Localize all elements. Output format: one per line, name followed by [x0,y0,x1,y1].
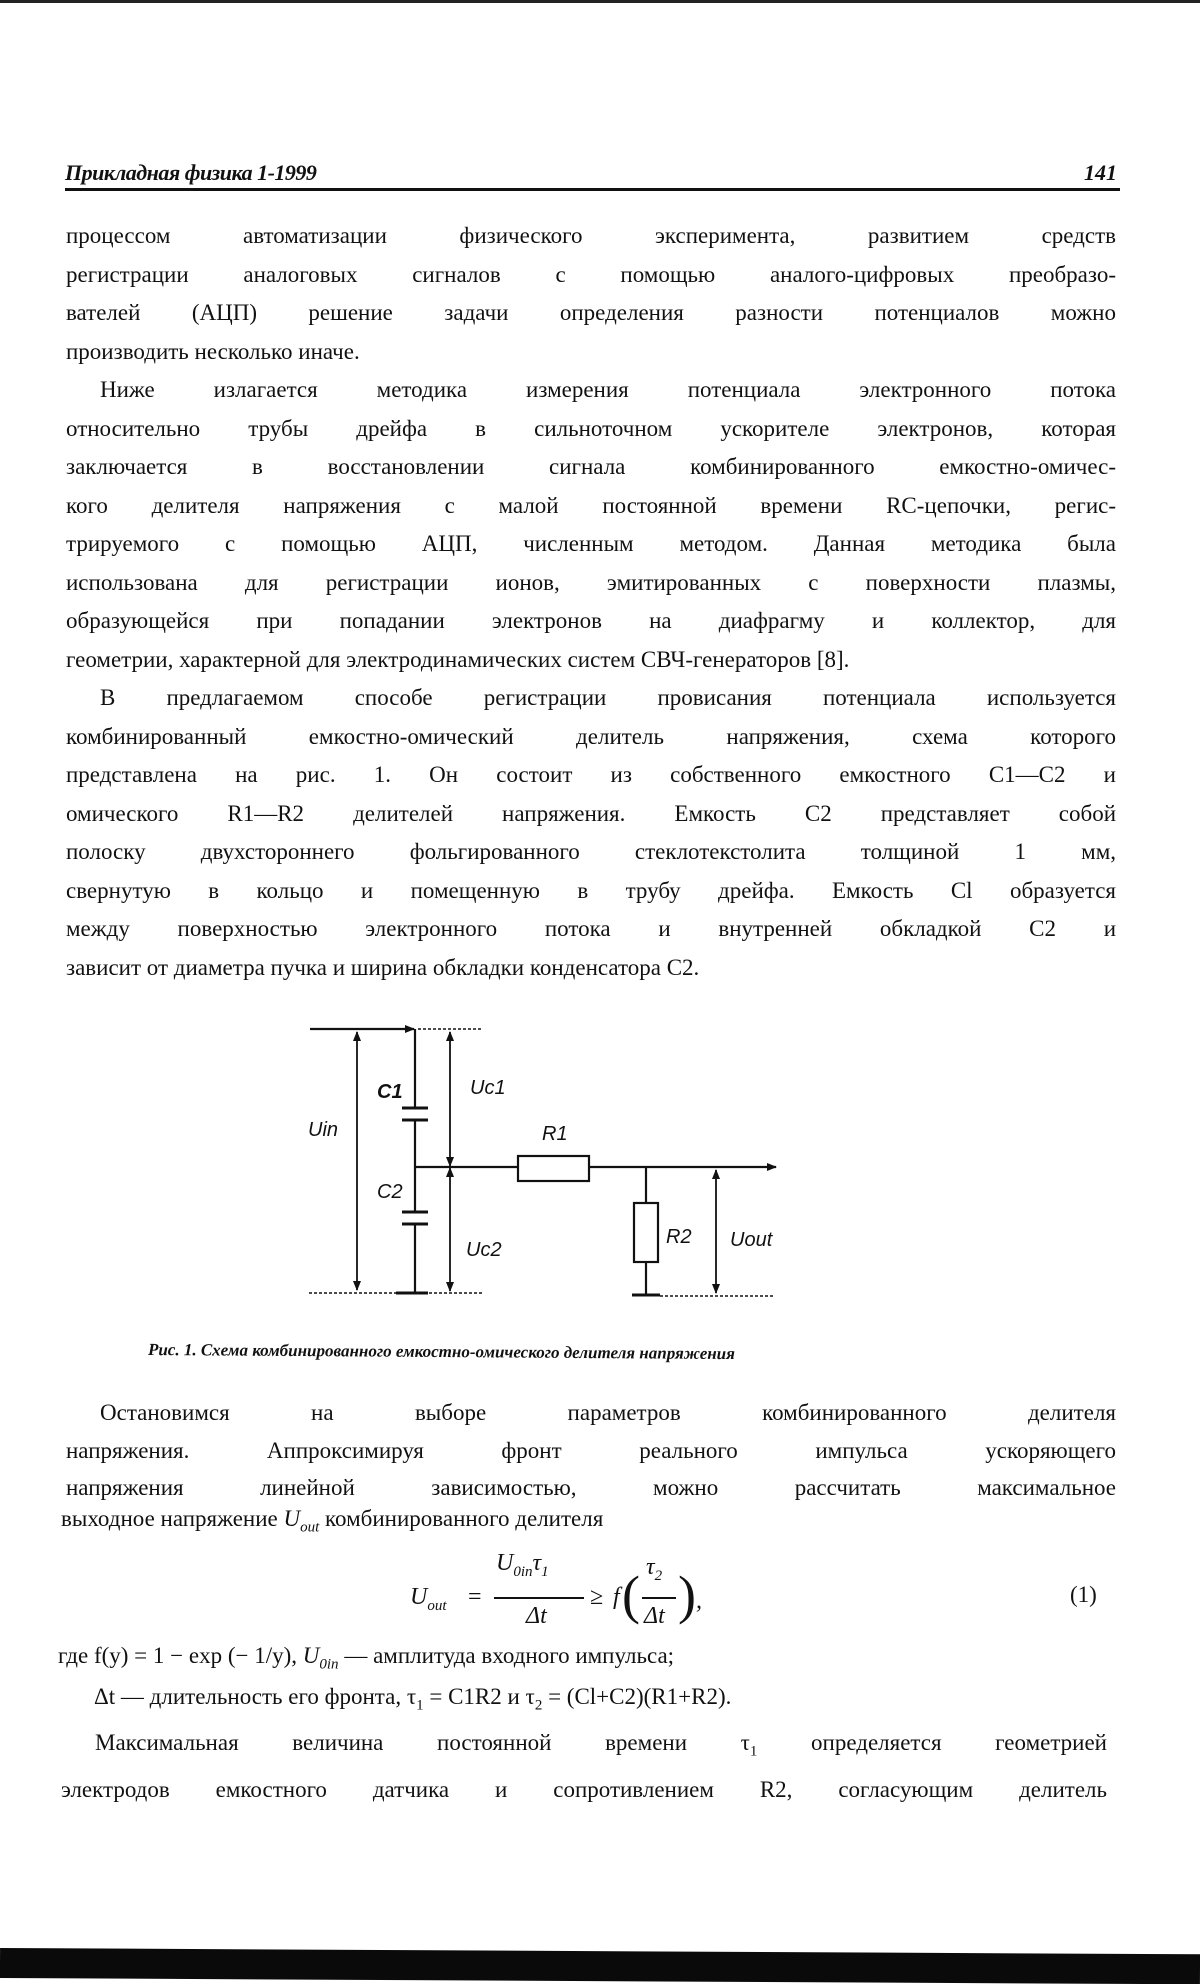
label-c2: C2 [377,1181,403,1203]
sub-2: 2 [534,1697,543,1714]
text-line: процессом автоматизации физического эксперимента, развитием средств [66,223,1116,248]
text-line: электродов емкостного датчика и сопротивлением R2, согласующим делитель [61,1776,1107,1802]
formula-comma: , [696,1588,702,1614]
label-uin: Uin [308,1119,339,1141]
page-number: 141 [1084,160,1117,185]
text-line: относительно трубы дрейфа в сильноточном ускорителе электронов, которая [66,415,1116,441]
label-c1: C1 [377,1081,403,1103]
text-line: напряжения линейной зависимостью, можно рассчитать максимальное [66,1475,1116,1500]
fraction-bar [494,1597,584,1599]
formula-f: f [613,1584,620,1610]
where-line-2 [94,1684,731,1715]
text-line: свернутую в кольцо и помещенную в трубу дрейфа. Емкость Cl образуется [66,877,1116,903]
text-line: напряжения. Аппроксимируя фронт реального импульса ускоряющего [66,1437,1116,1463]
sub-1: 1 [416,1697,424,1714]
where-line-1 [58,1643,674,1674]
formula-lhs-sub: out [427,1597,447,1614]
formula-tau2-sub: 2 [654,1567,663,1584]
label-uout: Uout [730,1229,773,1251]
text-line: полоску двухстороннего фольгированного стеклотекстолита толщиной 1 мм, [66,839,1116,864]
scan-edge-bottom [0,1948,1200,1984]
text-line: представлена на рис. 1. Он состоит из собственного емкостного C1—C2 и [66,762,1116,787]
formula-lhs: U [410,1584,428,1610]
paragraph-5 [61,1724,1107,1809]
text-segment: Максимальная величина постоянной времени τ [95,1730,750,1755]
text-segment: = (Cl+C2)(R1+R2). [542,1684,732,1709]
sub-1: 1 [749,1743,758,1760]
text-line: кого делителя напряжения с малой постоянной времени RC-цепочки, регис- [66,492,1116,518]
text-line [61,1724,1107,1763]
formula-eq: = [468,1584,482,1610]
text-segment: = C1R2 и τ [423,1684,535,1709]
text-line: Остановимся на выборе параметров комбинированного делителя [100,1400,1116,1425]
text-segment: — амплитуда входного импульса; [338,1643,675,1668]
label-r1: R1 [542,1123,568,1145]
text-line: регистрации аналоговых сигналов с помощью аналого-цифровых преобразо- [66,261,1116,287]
text-line: использована для регистрации ионов, эмитированных с поверхности плазмы, [66,569,1116,595]
var-u: U [302,1643,320,1668]
text-segment: комбинированного делителя [319,1506,604,1531]
label-r2: R2 [666,1226,692,1248]
text-line: В предлагаемом способе регистрации провисания потенциала используется [100,685,1116,710]
text-line: трируемого с помощью АЦП, численным методом. Данная методика была [66,531,1116,556]
arg-fraction-bar [642,1597,676,1599]
r2-resistor [634,1203,658,1262]
text-line: производить несколько иначе. [66,338,360,364]
text-line: между поверхностью электронного потока и внутренней обкладкой C2 и [66,916,1116,941]
formula-geq: ≥ [590,1584,604,1610]
text-line: вателей (АЦП) решение задачи определения разности потенциалов можно [66,300,1116,325]
formula-num-sub: 0in [513,1563,533,1580]
equation-number: (1) [1070,1582,1097,1607]
text-line: омического R1—R2 делителей напряжения. Емкость C2 представляет собой [66,800,1116,826]
paragraph-4 [66,1394,1116,1507]
text-line: геометрии, характерной для электродинамических систем СВЧ-генераторов [8]. [66,646,850,672]
formula-tau1-sub: 1 [541,1563,549,1580]
sub-out: out [300,1519,320,1536]
var-u: U [283,1506,301,1531]
text-segment: определяется геометрией [757,1730,1107,1755]
journal-title: Прикладная физика 1-1999 [65,160,317,185]
sub-0in: 0in [319,1656,339,1673]
figure-caption: Рис. 1. Схема комбинированного емкостно-омического делителя напряжения [147,1340,735,1364]
text-segment: Δt — длительность его фронта, τ [94,1684,417,1709]
text-line: зависит от диаметра пучка и ширина обкладки конденсатора C2. [66,954,700,980]
label-uc2: Uc2 [466,1239,502,1261]
r1-resistor [518,1156,589,1181]
formula-num: U [496,1550,514,1576]
para4-last-line [61,1506,603,1537]
left-paren: ( [622,1565,640,1625]
label-uc1: Uc1 [470,1077,506,1099]
formula-tau1: τ [532,1550,542,1576]
text-line: образующейся при попадании электронов на диафрагму и коллектор, для [66,608,1116,633]
text-segment: выходное напряжение [61,1506,284,1531]
formula-arg-den: Δt [644,1603,665,1629]
text-line: комбинированный емкостно-омический делитель напряжения, схема которого [66,723,1116,749]
text-segment: где f(y) = 1 − exp (− 1/y), [58,1643,303,1668]
formula-tau2: τ [646,1554,655,1580]
text-line: заключается в восстановлении сигнала комбинированного емкостно-омичес- [66,454,1116,479]
right-paren: ) [678,1565,696,1625]
formula-den: Δt [526,1603,547,1629]
text-line: Ниже излагается методика измерения потенциала электронного потока [100,377,1116,402]
